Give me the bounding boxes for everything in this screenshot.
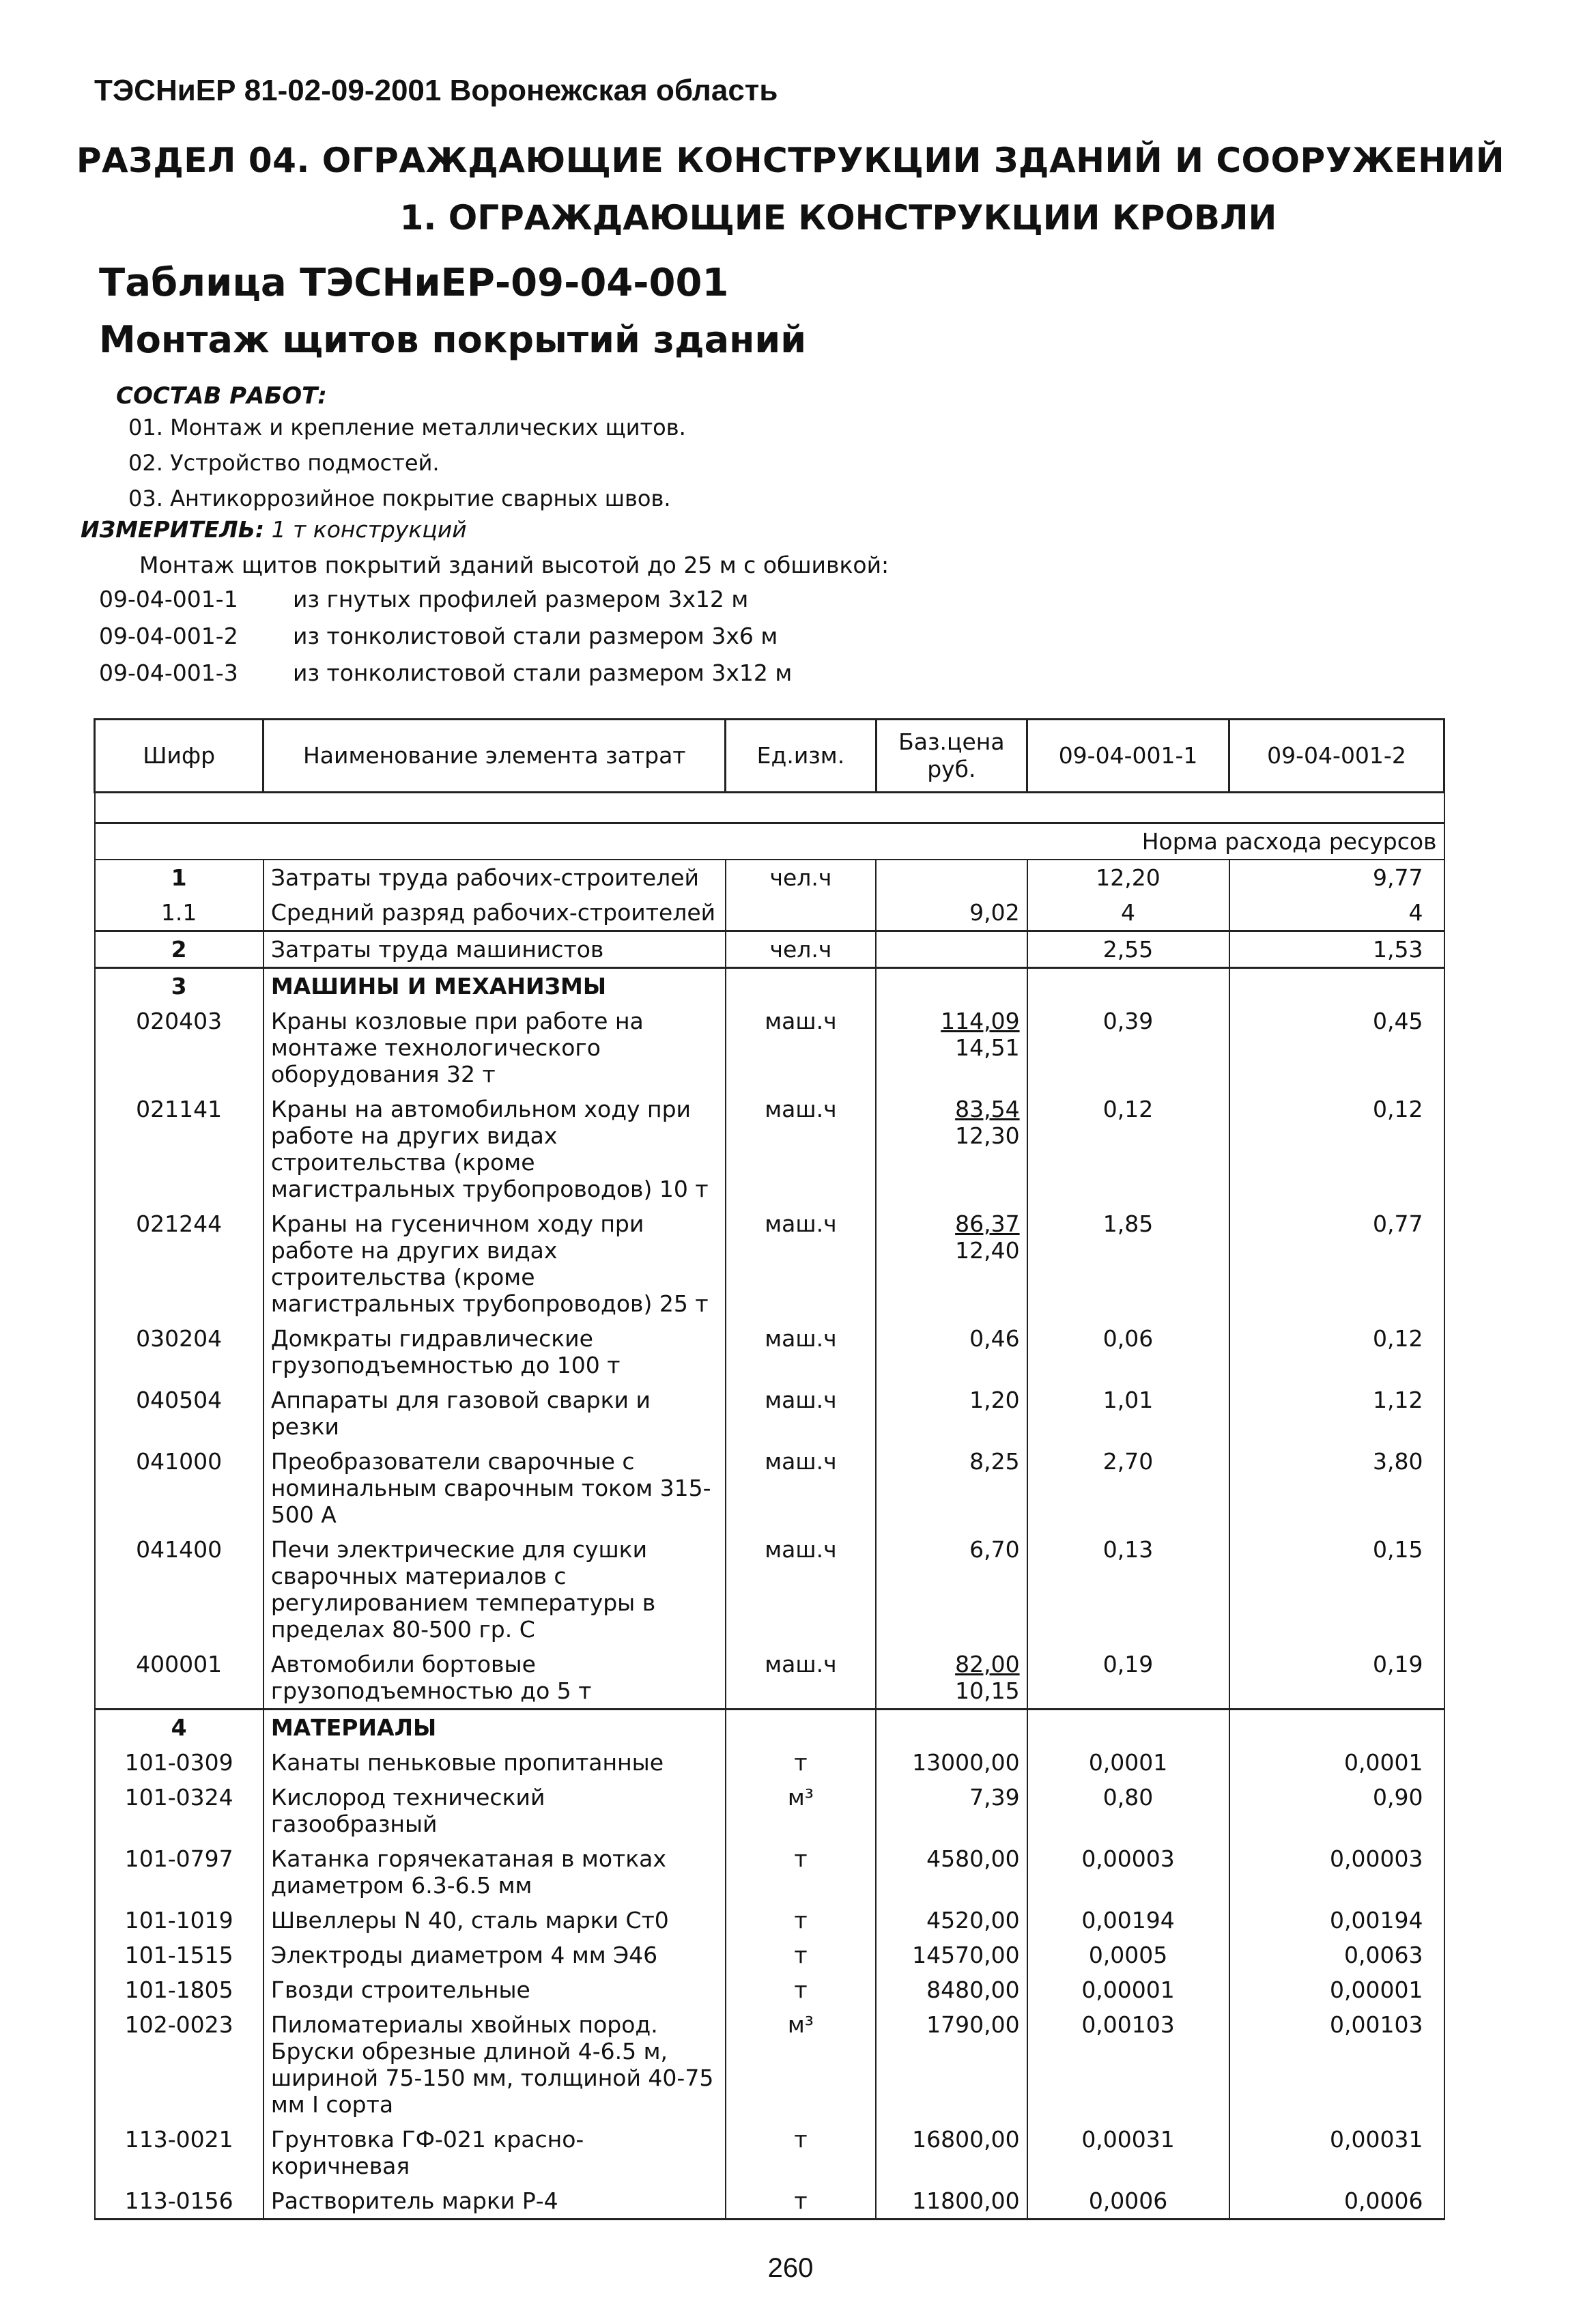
work-item: 01. Монтаж и крепление металлических щитов.: [128, 414, 686, 440]
cell-unit: т: [726, 2122, 876, 2183]
cell-variant-2: 0,12: [1229, 1092, 1444, 1206]
intro-text: Монтаж щитов покрытий зданий высотой до 25 м с обшивкой:: [139, 552, 889, 578]
table-row: [95, 1903, 1444, 1938]
price-value: 13000,00: [912, 1749, 1020, 1776]
cell-unit: [726, 1710, 876, 1746]
cell-code: 113-0021: [95, 2122, 264, 2183]
cell-code: 101-0797: [95, 1841, 264, 1903]
measure-label: ИЗМЕРИТЕЛЬ:: [81, 516, 265, 543]
cell-price: [876, 2183, 1027, 2220]
header-variant-1: 09-04-001-1: [1027, 720, 1229, 793]
cell-variant-2: 0,0006: [1229, 2183, 1444, 2220]
price-box: [912, 2126, 1019, 2153]
price-value: 86,37: [955, 1210, 1020, 1237]
table-row: [95, 1780, 1444, 1841]
cell-code: 2: [95, 931, 264, 968]
table-row: [95, 1092, 1444, 1206]
spacer-cell: [95, 793, 1444, 823]
resources-table: [94, 718, 1445, 2220]
header-price: Баз.цена руб.: [876, 720, 1027, 793]
table-row: [95, 1004, 1444, 1092]
cell-variant-1: [1027, 1710, 1229, 1746]
cell-unit: маш.ч: [726, 1092, 876, 1206]
cell-price: [876, 1383, 1027, 1444]
price-value: 16800,00: [912, 2126, 1020, 2153]
price-value: 4580,00: [926, 1845, 1020, 1872]
table-row: [95, 931, 1444, 968]
price-value: 8,25: [969, 1448, 1020, 1475]
price-value: 9,02: [969, 899, 1020, 926]
cell-code: 041000: [95, 1444, 264, 1532]
price-box: [955, 1651, 1019, 1704]
cell-name: Затраты труда машинистов: [264, 931, 726, 968]
cell-price: [876, 895, 1027, 931]
cell-price: [876, 1647, 1027, 1710]
cell-unit: маш.ч: [726, 1321, 876, 1383]
cell-code: 101-1805: [95, 1972, 264, 2007]
cell-name: Краны на автомобильном ходу при работе на других видах строительства (кроме магистральных трубопроводов) 10 т: [264, 1092, 726, 1206]
table-row: [95, 860, 1444, 895]
cell-unit: маш.ч: [726, 1383, 876, 1444]
cell-variant-2: 0,0001: [1229, 1745, 1444, 1780]
price-box: [969, 1325, 1019, 1352]
cell-price: [876, 1780, 1027, 1841]
cell-price: [876, 1745, 1027, 1780]
variants-list: [99, 586, 792, 696]
cell-name: Аппараты для газовой сварки и резки: [264, 1383, 726, 1444]
cell-unit: маш.ч: [726, 1444, 876, 1532]
price-operator-wage: 12,40: [955, 1237, 1020, 1264]
cell-unit: м³: [726, 2007, 876, 2122]
table-row: [95, 1383, 1444, 1444]
price-value: 83,54: [955, 1096, 1020, 1122]
price-box: [969, 1387, 1019, 1413]
cell-name: Швеллеры N 40, сталь марки Ст0: [264, 1903, 726, 1938]
table-body: [95, 793, 1444, 2220]
price-value: 4520,00: [926, 1907, 1020, 1933]
cell-name: Канаты пеньковые пропитанные: [264, 1745, 726, 1780]
work-title: Монтаж щитов покрытий зданий: [99, 318, 807, 361]
sostav-label: СОСТАВ РАБОТ:: [116, 382, 327, 410]
cell-unit: маш.ч: [726, 1532, 876, 1647]
price-operator-wage: 12,30: [955, 1122, 1020, 1149]
table-row: [95, 1647, 1444, 1710]
cell-name: Затраты труда рабочих-строителей: [264, 860, 726, 895]
cell-variant-2: 9,77: [1229, 860, 1444, 895]
variant-row: [99, 586, 792, 623]
variant-row: [99, 660, 792, 696]
cell-name: Гвозди строительные: [264, 1972, 726, 2007]
cell-variant-1: 0,0001: [1027, 1745, 1229, 1780]
variant-row: [99, 623, 792, 660]
cell-name: МАШИНЫ И МЕХАНИЗМЫ: [264, 968, 726, 1004]
price-box: [926, 1976, 1019, 2003]
cell-variant-1: 0,12: [1027, 1092, 1229, 1206]
table-row: [95, 1841, 1444, 1903]
price-box: [955, 1096, 1019, 1149]
table-row: [95, 2122, 1444, 2183]
cell-variant-1: 0,39: [1027, 1004, 1229, 1092]
table-row: [95, 1206, 1444, 1321]
cell-name: Автомобили бортовые грузоподъемностью до 5 т: [264, 1647, 726, 1710]
price-value: 1790,00: [926, 2011, 1020, 2038]
cell-unit: маш.ч: [726, 1206, 876, 1321]
cell-variant-2: 1,53: [1229, 931, 1444, 968]
table-row: [95, 1710, 1444, 1746]
price-value: 1,20: [969, 1387, 1020, 1413]
header-unit: Ед.изм.: [726, 720, 876, 793]
price-box: [912, 1942, 1019, 1968]
cell-name: Краны козловые при работе на монтаже технологического оборудования 32 т: [264, 1004, 726, 1092]
cell-code: 400001: [95, 1647, 264, 1710]
table-row: [95, 2007, 1444, 2122]
price-operator-wage: 14,51: [955, 1034, 1020, 1061]
cell-price: [876, 1841, 1027, 1903]
cell-code: 101-0309: [95, 1745, 264, 1780]
cell-variant-2: 0,45: [1229, 1004, 1444, 1092]
measure-value: 1 т конструкций: [271, 516, 467, 543]
cell-price: [876, 1938, 1027, 1972]
cell-variant-2: 1,12: [1229, 1383, 1444, 1444]
cell-code: 4: [95, 1710, 264, 1746]
cell-unit: [726, 968, 876, 1004]
cell-variant-1: 0,80: [1027, 1780, 1229, 1841]
cell-unit: [726, 895, 876, 931]
price-box: [969, 1784, 1019, 1811]
cell-variant-1: 12,20: [1027, 860, 1229, 895]
cell-name: Катанка горячекатаная в мотках диаметром 6.3-6.5 мм: [264, 1841, 726, 1903]
cell-price: [876, 931, 1027, 968]
cell-code: 041400: [95, 1532, 264, 1647]
price-value: 8480,00: [926, 1976, 1020, 2003]
price-value: 0,46: [969, 1325, 1020, 1352]
price-box: [926, 1907, 1019, 1933]
cell-code: 1: [95, 860, 264, 895]
cell-price: [876, 2122, 1027, 2183]
variant-text: из тонколистовой стали размером 3х12 м: [293, 660, 793, 686]
header-variant-2: 09-04-001-2: [1229, 720, 1444, 793]
cell-price: [876, 1321, 1027, 1383]
cell-unit: т: [726, 1972, 876, 2007]
variant-code: 09-04-001-2: [99, 623, 238, 649]
cell-price: [876, 1206, 1027, 1321]
cell-variant-2: 3,80: [1229, 1444, 1444, 1532]
cell-variant-2: 0,15: [1229, 1532, 1444, 1647]
cell-unit: т: [726, 1938, 876, 1972]
measure-line: [81, 516, 467, 543]
cell-variant-2: 4: [1229, 895, 1444, 931]
subsection-title: 1. ОГРАЖДАЮЩИЕ КОНСТРУКЦИИ КРОВЛИ: [399, 198, 1277, 238]
cell-price: [876, 1004, 1027, 1092]
table-row: [95, 968, 1444, 1004]
cell-variant-2: 0,19: [1229, 1647, 1444, 1710]
variant-text: из тонколистовой стали размером 3х6 м: [293, 623, 778, 649]
cell-variant-2: 0,00001: [1229, 1972, 1444, 2007]
cell-price: [876, 1092, 1027, 1206]
cell-price: [876, 1972, 1027, 2007]
cell-unit: чел.ч: [726, 860, 876, 895]
variant-text: из гнутых профилей размером 3х12 м: [293, 586, 749, 612]
cell-variant-2: [1229, 1710, 1444, 1746]
table-row: [95, 1321, 1444, 1383]
cell-unit: т: [726, 1903, 876, 1938]
cell-name: Электроды диаметром 4 мм Э46: [264, 1938, 726, 1972]
cell-code: 1.1: [95, 895, 264, 931]
cell-code: 020403: [95, 1004, 264, 1092]
price-value: 14570,00: [912, 1942, 1020, 1968]
cell-code: 021244: [95, 1206, 264, 1321]
norma-row: [95, 823, 1444, 860]
cell-code: 021141: [95, 1092, 264, 1206]
cell-code: 101-1515: [95, 1938, 264, 1972]
table-header-row: [95, 720, 1444, 793]
price-box: [969, 1536, 1019, 1563]
cell-price: [876, 1903, 1027, 1938]
cell-name: Пиломатериалы хвойных пород. Бруски обрезные длиной 4-6.5 м, шириной 75-150 мм, толщиной 40-75 мм I сорта: [264, 2007, 726, 2122]
cell-variant-1: 0,00001: [1027, 1972, 1229, 2007]
price-box: [926, 2011, 1019, 2038]
cell-name: Домкраты гидравлические грузоподъемностью до 100 т: [264, 1321, 726, 1383]
cell-variant-1: 0,00103: [1027, 2007, 1229, 2122]
cell-price: [876, 860, 1027, 895]
works-list: [128, 410, 686, 516]
norma-label: Норма расхода ресурсов: [95, 823, 1444, 860]
cell-code: 030204: [95, 1321, 264, 1383]
price-value: 7,39: [969, 1784, 1020, 1811]
cell-unit: маш.ч: [726, 1004, 876, 1092]
cell-variant-2: 0,00103: [1229, 2007, 1444, 2122]
section-title: РАЗДЕЛ 04. ОГРАЖДАЮЩИЕ КОНСТРУКЦИИ ЗДАНИЙ И СООРУЖЕНИЙ: [76, 141, 1505, 180]
variant-code: 09-04-001-3: [99, 660, 238, 686]
document-header: ТЭСНиЕР 81-02-09-2001 Воронежская область: [94, 74, 778, 107]
cell-variant-1: 0,00194: [1027, 1903, 1229, 1938]
page-number: 260: [767, 2253, 814, 2283]
cell-price: [876, 2007, 1027, 2122]
cell-variant-2: 0,12: [1229, 1321, 1444, 1383]
table-title: Таблица ТЭСНиЕР-09-04-001: [99, 261, 729, 305]
cell-unit: чел.ч: [726, 931, 876, 968]
cell-code: 113-0156: [95, 2183, 264, 2220]
cell-price: [876, 1710, 1027, 1746]
cell-variant-1: 1,01: [1027, 1383, 1229, 1444]
cell-name: Грунтовка ГФ-021 красно-коричневая: [264, 2122, 726, 2183]
cell-variant-1: 0,00003: [1027, 1841, 1229, 1903]
cell-name: Кислород технический газообразный: [264, 1780, 726, 1841]
cell-variant-1: 2,55: [1027, 931, 1229, 968]
cell-code: 102-0023: [95, 2007, 264, 2122]
variant-code: 09-04-001-1: [99, 586, 238, 612]
work-item: 03. Антикоррозийное покрытие сварных швов.: [128, 485, 671, 511]
cell-name: МАТЕРИАЛЫ: [264, 1710, 726, 1746]
cell-variant-2: [1229, 968, 1444, 1004]
price-box: [969, 899, 1019, 926]
cell-variant-2: 0,0063: [1229, 1938, 1444, 1972]
price-box: [969, 1448, 1019, 1475]
cell-name: Печи электрические для сушки сварочных материалов с регулированием температуры в пределах 80-500 гр. С: [264, 1532, 726, 1647]
price-box: [912, 1749, 1019, 1776]
cell-variant-1: 1,85: [1027, 1206, 1229, 1321]
cell-unit: т: [726, 1745, 876, 1780]
cell-variant-2: 0,00003: [1229, 1841, 1444, 1903]
work-item: 02. Устройство подмостей.: [128, 450, 440, 476]
header-code: Шифр: [95, 720, 264, 793]
cell-variant-1: 0,13: [1027, 1532, 1229, 1647]
cell-variant-2: 0,77: [1229, 1206, 1444, 1321]
price-value: 82,00: [955, 1651, 1020, 1677]
cell-variant-1: 2,70: [1027, 1444, 1229, 1532]
cell-variant-1: [1027, 968, 1229, 1004]
cell-name: Средний разряд рабочих-строителей: [264, 895, 726, 931]
cell-variant-2: 0,00194: [1229, 1903, 1444, 1938]
table-row: [95, 1532, 1444, 1647]
cell-variant-1: 0,19: [1027, 1647, 1229, 1710]
table-row: [95, 1972, 1444, 2007]
cell-variant-1: 0,0006: [1027, 2183, 1229, 2220]
header-name: Наименование элемента затрат: [264, 720, 726, 793]
cell-code: 040504: [95, 1383, 264, 1444]
cell-variant-1: 0,06: [1027, 1321, 1229, 1383]
cell-variant-1: 0,0005: [1027, 1938, 1229, 1972]
table-row: [95, 1745, 1444, 1780]
cell-name: Краны на гусеничном ходу при работе на других видах строительства (кроме магистральных трубопроводов) 25 т: [264, 1206, 726, 1321]
cell-unit: м³: [726, 1780, 876, 1841]
table-row: [95, 895, 1444, 931]
cell-code: 101-0324: [95, 1780, 264, 1841]
cell-variant-2: 0,00031: [1229, 2122, 1444, 2183]
price-box: [955, 1210, 1019, 1264]
cell-price: [876, 968, 1027, 1004]
cell-unit: маш.ч: [726, 1647, 876, 1710]
table-row: [95, 1938, 1444, 1972]
cell-price: [876, 1532, 1027, 1647]
price-box: [941, 1008, 1019, 1061]
cell-variant-1: 0,00031: [1027, 2122, 1229, 2183]
cell-unit: т: [726, 2183, 876, 2220]
cell-name: Растворитель марки Р-4: [264, 2183, 726, 2220]
table-row: [95, 2183, 1444, 2220]
cell-variant-1: 4: [1027, 895, 1229, 931]
spacer-row: [95, 793, 1444, 823]
cell-name: Преобразователи сварочные с номинальным сварочным током 315-500 А: [264, 1444, 726, 1532]
price-value: 11800,00: [912, 2187, 1020, 2214]
cell-code: 101-1019: [95, 1903, 264, 1938]
price-value: 6,70: [969, 1536, 1020, 1563]
price-value: 114,09: [941, 1008, 1020, 1034]
price-operator-wage: 10,15: [955, 1677, 1020, 1704]
price-box: [926, 1845, 1019, 1872]
cell-unit: т: [726, 1841, 876, 1903]
cell-price: [876, 1444, 1027, 1532]
table-row: [95, 1444, 1444, 1532]
price-box: [912, 2187, 1019, 2214]
cell-code: 3: [95, 968, 264, 1004]
cell-variant-2: 0,90: [1229, 1780, 1444, 1841]
